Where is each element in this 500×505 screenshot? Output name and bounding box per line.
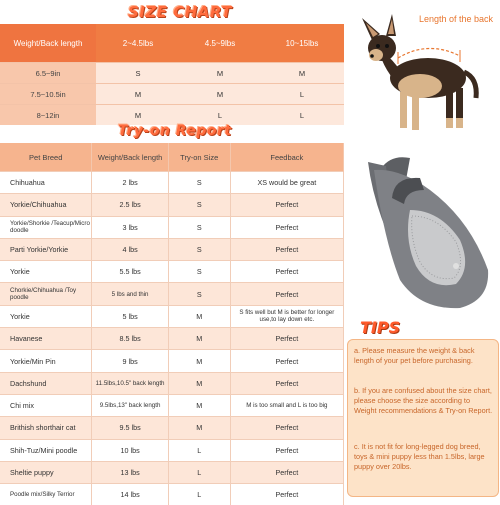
feedback-cell: Perfect (230, 350, 343, 372)
feedback-cell: Perfect (230, 283, 343, 305)
table-row (0, 394, 344, 416)
size-cell: M (168, 305, 230, 327)
pet-breed-cell: Parti Yorkie/Yorkie (0, 238, 92, 260)
table-row (0, 484, 344, 505)
feedback-cell: Perfect (230, 484, 343, 505)
pet-breed-cell: Yorkie/Chihuahua (0, 194, 92, 216)
size-chart-cell: M (180, 84, 260, 105)
tip-item: b. If you are confused about the size chart, please choose the size according to Weight recommendations & Try-on Report. (354, 386, 493, 415)
table-row (0, 238, 344, 260)
pet-breed-cell: Chorkie/Chihuahua /Toy poodle (0, 283, 92, 305)
table-row (0, 417, 344, 439)
pet-breed-cell: Yorkie (0, 305, 92, 327)
size-chart-cell: M (96, 105, 180, 126)
size-chart-header-row (0, 24, 344, 63)
sling-bag-illustration (360, 150, 500, 315)
table-row (0, 194, 344, 216)
back-length-label: Length of the back (418, 14, 494, 24)
size-chart-cell: 6.5~9in (0, 63, 96, 84)
try-on-header-cell: Feedback (230, 143, 343, 172)
size-chart-cell: M (180, 63, 260, 84)
size-cell: S (168, 172, 230, 194)
try-on-header-cell: Pet Breed (0, 143, 92, 172)
size-cell: M (168, 372, 230, 394)
pet-breed-cell: Brithish shorthair cat (0, 417, 92, 439)
tips-title: TIPS (360, 318, 401, 337)
size-chart-cell: L (260, 105, 344, 126)
table-row (0, 328, 344, 350)
feedback-cell: Perfect (230, 261, 343, 283)
feedback-cell: Perfect (230, 372, 343, 394)
tip-item: a. Please measure the weight & back length of your pet before purchasing. (354, 346, 475, 365)
pet-breed-cell: Sheltie puppy (0, 461, 92, 483)
pet-breed-cell: Yorkie (0, 261, 92, 283)
feedback-cell: Perfect (230, 238, 343, 260)
weight-cell: 14 lbs (92, 484, 168, 505)
pet-breed-cell: Chi mix (0, 394, 92, 416)
table-row (0, 461, 344, 483)
size-chart-header-cell: 10~15lbs (260, 24, 344, 63)
size-chart-cell: S (96, 63, 180, 84)
table-row (0, 216, 344, 238)
size-cell: S (168, 194, 230, 216)
size-cell: M (168, 350, 230, 372)
size-cell: S (168, 261, 230, 283)
try-on-title: Try-on Report (118, 123, 232, 139)
size-chart-table (0, 24, 344, 125)
try-on-header-row (0, 143, 344, 172)
weight-cell: 11.5lbs,10.5" back length (92, 372, 168, 394)
try-on-header-cell: Try-on Size (168, 143, 230, 172)
weight-cell: 13 lbs (92, 461, 168, 483)
weight-cell: 5 lbs and thin (92, 283, 168, 305)
size-chart-cell: M (260, 63, 344, 84)
size-chart-title: SIZE CHART (128, 3, 233, 21)
feedback-cell: Perfect (230, 216, 343, 238)
feedback-cell: S fits well but M is better for longer use,to lay down etc. (230, 305, 343, 327)
try-on-table (0, 143, 344, 505)
sling-bag-photo (360, 150, 500, 315)
table-row (0, 261, 344, 283)
weight-cell: 5.5 lbs (92, 261, 168, 283)
weight-cell: 9.5 lbs (92, 417, 168, 439)
pet-breed-cell: Dachshund (0, 372, 92, 394)
size-cell: S (168, 283, 230, 305)
weight-cell: 9 lbs (92, 350, 168, 372)
size-cell: M (168, 394, 230, 416)
dog-photo (348, 0, 500, 145)
pet-breed-cell: Havanese (0, 328, 92, 350)
size-cell: L (168, 461, 230, 483)
feedback-cell: Perfect (230, 461, 343, 483)
table-row (0, 372, 344, 394)
pet-breed-cell: Yorkie/Shorkie /Teacup/Micro doodle (0, 216, 92, 238)
weight-cell: 9.5lbs,13" back length (92, 394, 168, 416)
table-row (0, 439, 344, 461)
size-chart-row (0, 105, 344, 126)
weight-cell: 8.5 lbs (92, 328, 168, 350)
weight-cell: 2.5 lbs (92, 194, 168, 216)
tip-item: c. It is not fit for long-legged dog breed, toys & mini puppy less than 1.5lbs, large puppy over 20lbs. (354, 442, 485, 471)
feedback-cell: Perfect (230, 417, 343, 439)
size-chart-cell: M (96, 84, 180, 105)
size-chart-header-cell: Weight/Back length (0, 24, 96, 63)
size-cell: S (168, 216, 230, 238)
feedback-cell: Perfect (230, 194, 343, 216)
feedback-cell: M is too small and L is too big (230, 394, 343, 416)
weight-cell: 2 lbs (92, 172, 168, 194)
size-chart-cell: 7.5~10.5in (0, 84, 96, 105)
size-chart-header-cell: 4.5~9lbs (180, 24, 260, 63)
pet-breed-cell: Poodle mix/Silky Terrior (0, 484, 92, 505)
feedback-cell: Perfect (230, 328, 343, 350)
size-chart-header-cell: 2~4.5lbs (96, 24, 180, 63)
table-row (0, 283, 344, 305)
weight-cell: 10 lbs (92, 439, 168, 461)
size-cell: M (168, 328, 230, 350)
table-row (0, 172, 344, 194)
size-chart-cell: L (260, 84, 344, 105)
size-cell: S (168, 238, 230, 260)
feedback-cell: Perfect (230, 439, 343, 461)
size-chart-row (0, 63, 344, 84)
weight-cell: 4 lbs (92, 238, 168, 260)
pet-breed-cell: Shih-Tuz/Mini poodle (0, 439, 92, 461)
table-row (0, 305, 344, 327)
size-cell: L (168, 439, 230, 461)
size-chart-cell: 8~12in (0, 105, 96, 126)
weight-cell: 5 lbs (92, 305, 168, 327)
weight-cell: 3 lbs (92, 216, 168, 238)
size-cell: M (168, 417, 230, 439)
tips-box (347, 339, 499, 497)
pet-breed-cell: Yorkie/Min Pin (0, 350, 92, 372)
feedback-cell: XS would be great (230, 172, 343, 194)
size-chart-row (0, 84, 344, 105)
try-on-header-cell: Weight/Back length (92, 143, 168, 172)
table-row (0, 350, 344, 372)
size-chart-cell: L (180, 105, 260, 126)
size-cell: L (168, 484, 230, 505)
pet-breed-cell: Chihuahua (0, 172, 92, 194)
